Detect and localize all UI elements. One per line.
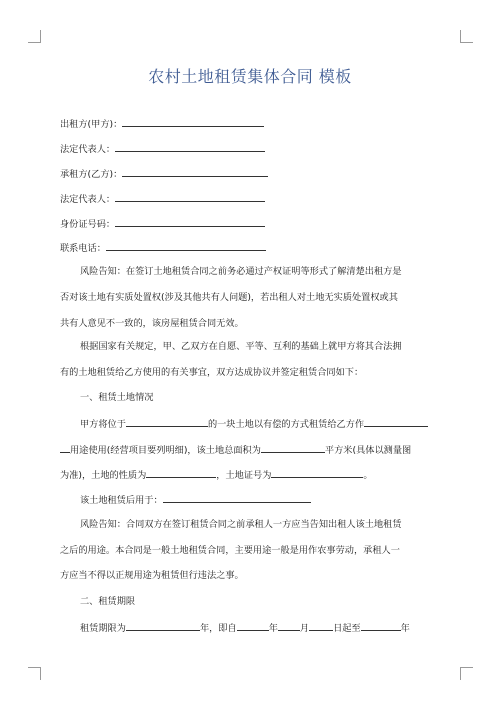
field-lessor-rep (60, 141, 445, 156)
field-label: 该土地租赁后用于： (80, 495, 163, 506)
basis-line: 有的土地租赁给乙方使用的有关事宜，双方达成协议并签定租赁合同如下： (60, 367, 364, 378)
field-label: 法定代表人： (60, 144, 116, 155)
field-label: 法定代表人： (60, 194, 116, 205)
field-phone (60, 240, 445, 255)
blank-line[interactable] (261, 442, 325, 453)
crop-mark-bottom-right (460, 667, 473, 680)
land-info-line (80, 416, 445, 431)
field-id-number (60, 216, 445, 231)
blank-line[interactable] (115, 191, 265, 202)
blank-line[interactable] (237, 620, 269, 631)
text: 的一块土地以有偿的方式租赁给乙方作 (207, 419, 365, 430)
text: 用途使用(经营项目要列明细)，该土地总面积为 (70, 445, 261, 456)
risk-notice-2-line: 方应当不得以正规用途为租赁但行违法之事。 (60, 570, 244, 581)
text: ，土地证号为 (216, 470, 272, 481)
blank-line[interactable] (122, 116, 264, 127)
land-info-line (60, 442, 445, 457)
blank-line[interactable] (361, 620, 401, 631)
lease-term-line (80, 620, 445, 635)
field-label: 出租方(甲方)： (60, 119, 123, 130)
text: 为准)，土地的性质为 (60, 470, 147, 481)
blank-line[interactable] (126, 416, 208, 427)
field-label: 身份证号码： (60, 219, 116, 230)
document-title: 农村土地租赁集体合同 模板 (148, 67, 352, 86)
risk-notice-1-line: 共有人意见不一致的，该房屋租赁合同无效。 (60, 318, 244, 329)
blank-line[interactable] (163, 492, 311, 503)
blank-line[interactable] (309, 620, 333, 631)
usage-field (80, 492, 465, 507)
field-label: 联系电话： (60, 243, 106, 254)
text: 年 (268, 623, 278, 634)
text: 平方米(具体以测量图 (324, 445, 412, 456)
blank-line[interactable] (122, 166, 268, 177)
field-lessee-rep (60, 191, 445, 206)
text: 日起至 (333, 623, 361, 634)
risk-notice-2-line: 之后的用途。本合同是一般土地租赁合同，主要用途一般是用作农事劳动，承租人一 (60, 545, 400, 556)
text: 年 (400, 623, 410, 634)
land-info-line (60, 467, 445, 482)
crop-mark-top-right (460, 30, 473, 43)
text: 。 (363, 470, 373, 481)
risk-notice-1-line: 风险告知：在签订土地租赁合同之前务必通过产权证明等形式了解清楚出租方是 (80, 266, 402, 277)
section-heading-2: 二、租赁期限 (80, 596, 136, 607)
field-lessee (60, 166, 445, 181)
basis-line: 根据国家有关规定，甲、乙双方在自愿、平等、互利的基础上就甲方将其合法拥 (80, 341, 402, 352)
blank-line[interactable] (364, 416, 428, 427)
text: 租赁期限为 (80, 623, 126, 634)
blank-line[interactable] (126, 620, 200, 631)
text: 月 (299, 623, 310, 634)
blank-line[interactable] (115, 141, 265, 152)
blank-line[interactable] (115, 216, 265, 227)
field-label: 承租方(乙方)： (60, 169, 123, 180)
field-lessor (60, 116, 445, 131)
crop-mark-top-left (28, 30, 41, 43)
blank-line[interactable] (60, 442, 70, 453)
blank-line[interactable] (278, 620, 300, 631)
crop-mark-bottom-left (28, 667, 41, 680)
risk-notice-2-line: 风险告知：合同双方在签订租赁合同之前承租人一方应当告知出租人该土地租赁 (80, 519, 402, 530)
section-heading-1: 一、租赁土地情况 (80, 392, 154, 403)
blank-line[interactable] (271, 467, 363, 478)
risk-notice-1-line: 否对该土地有实质处置权(涉及其他共有人问题)，若出租人对土地无实质处置权或其 (60, 292, 398, 303)
text: 年，即自 (199, 623, 237, 634)
blank-line[interactable] (106, 240, 266, 251)
text: 甲方将位于 (80, 419, 126, 430)
blank-line[interactable] (146, 467, 216, 478)
